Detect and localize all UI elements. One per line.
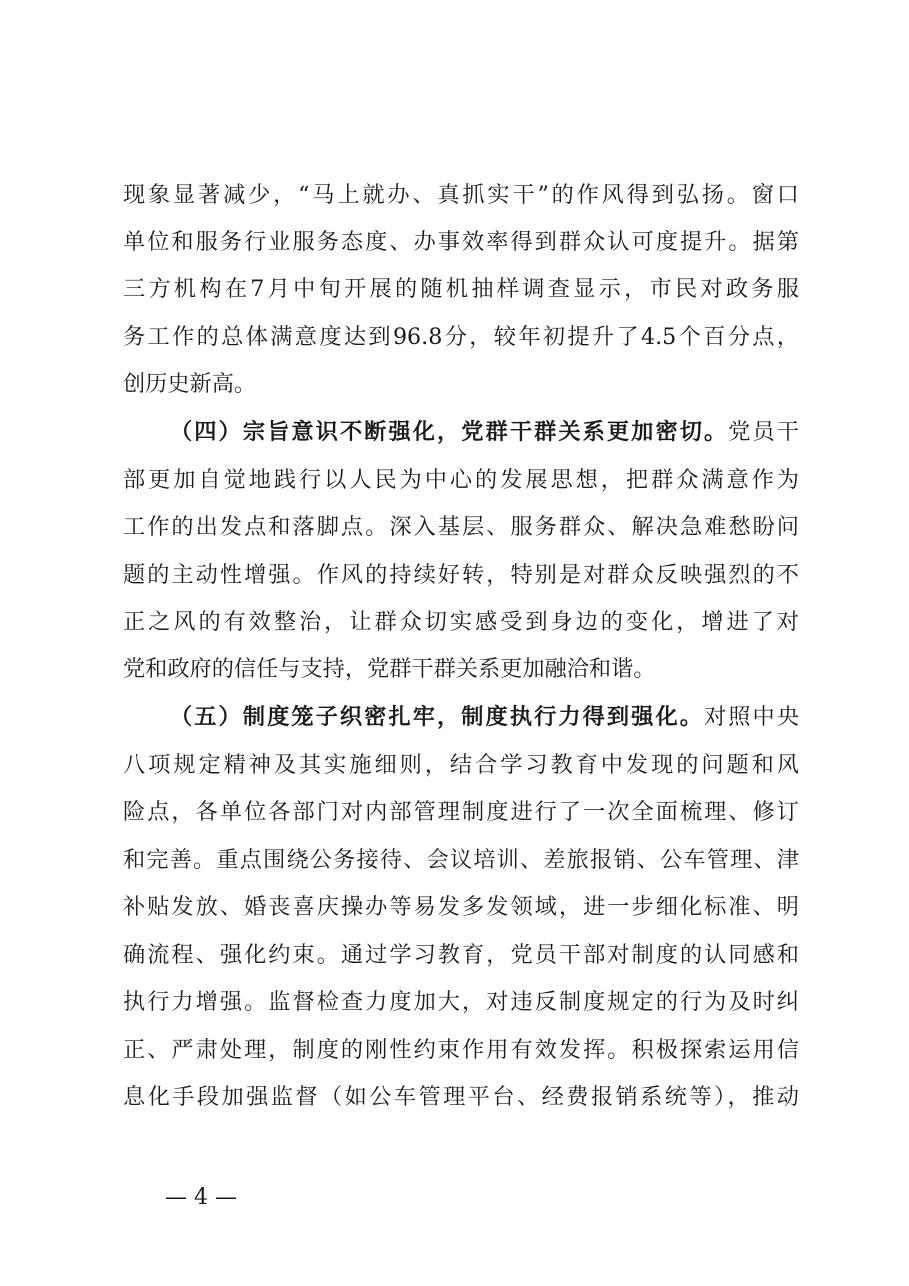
text-span: 党员干: [728, 419, 800, 445]
page-number: — 4 —: [165, 1185, 237, 1210]
text-line: 题的主动性增强。作风的持续好转，特别是对群众反映强烈的不: [123, 562, 799, 588]
section-heading: （四）宗旨意识不断强化，党群干群关系更加密切。: [170, 419, 729, 445]
text-line-first: [170, 702, 799, 732]
section-heading: （五）制度笼子织密扎牢，制度执行力得到强化。: [170, 704, 704, 730]
text-line: 八项规定精神及其实施细则，结合学习教育中发现的问题和风: [123, 752, 799, 778]
text-line-first: [170, 417, 799, 447]
text-line: 正、严肃处理，制度的刚性约束作用有效发挥。积极探索运用信: [123, 1037, 799, 1063]
text-line: 党和政府的信任与支持，党群干群关系更加融洽和谐。: [123, 656, 656, 682]
text-line: 补贴发放、婚丧喜庆操办等易发多发领域，进一步细化标准、明: [123, 894, 799, 920]
text-line: 正之风的有效整治，让群众切实感受到身边的变化，增进了对: [123, 609, 799, 635]
text-line: 部更加自觉地践行以人民为中心的发展思想，把群众满意作为: [123, 467, 799, 493]
text-line: 执行力增强。监督检查力度加大，对违反制度规定的行为及时纠: [123, 989, 799, 1015]
text-line: 创历史新高。: [123, 371, 257, 397]
text-line: 现象显著减少，“马上就办、真抓实干”的作风得到弘扬。窗口: [123, 182, 799, 208]
text-span: 对照中央: [704, 704, 800, 730]
text-line: 险点，各单位各部门对内部管理制度进行了一次全面梳理、修订: [123, 799, 799, 825]
text-line: 和完善。重点围绕公务接待、会议培训、差旅报销、公车管理、津: [123, 847, 799, 873]
text-line: 息化手段加强监督（如公车管理平台、经费报销系统等），推动: [123, 1084, 799, 1110]
text-line: 三方机构在7月中旬开展的随机抽样调查显示，市民对政务服: [123, 276, 799, 302]
text-line: 单位和服务行业服务态度、办事效率得到群众认可度提升。据第: [123, 229, 799, 255]
text-line: 确流程、强化约束。通过学习教育，党员干部对制度的认同感和: [123, 942, 799, 968]
text-line: 工作的出发点和落脚点。深入基层、服务群众、解决急难愁盼问: [123, 514, 799, 540]
text-line: 务工作的总体满意度达到96.8分，较年初提升了4.5个百分点，: [123, 324, 799, 350]
